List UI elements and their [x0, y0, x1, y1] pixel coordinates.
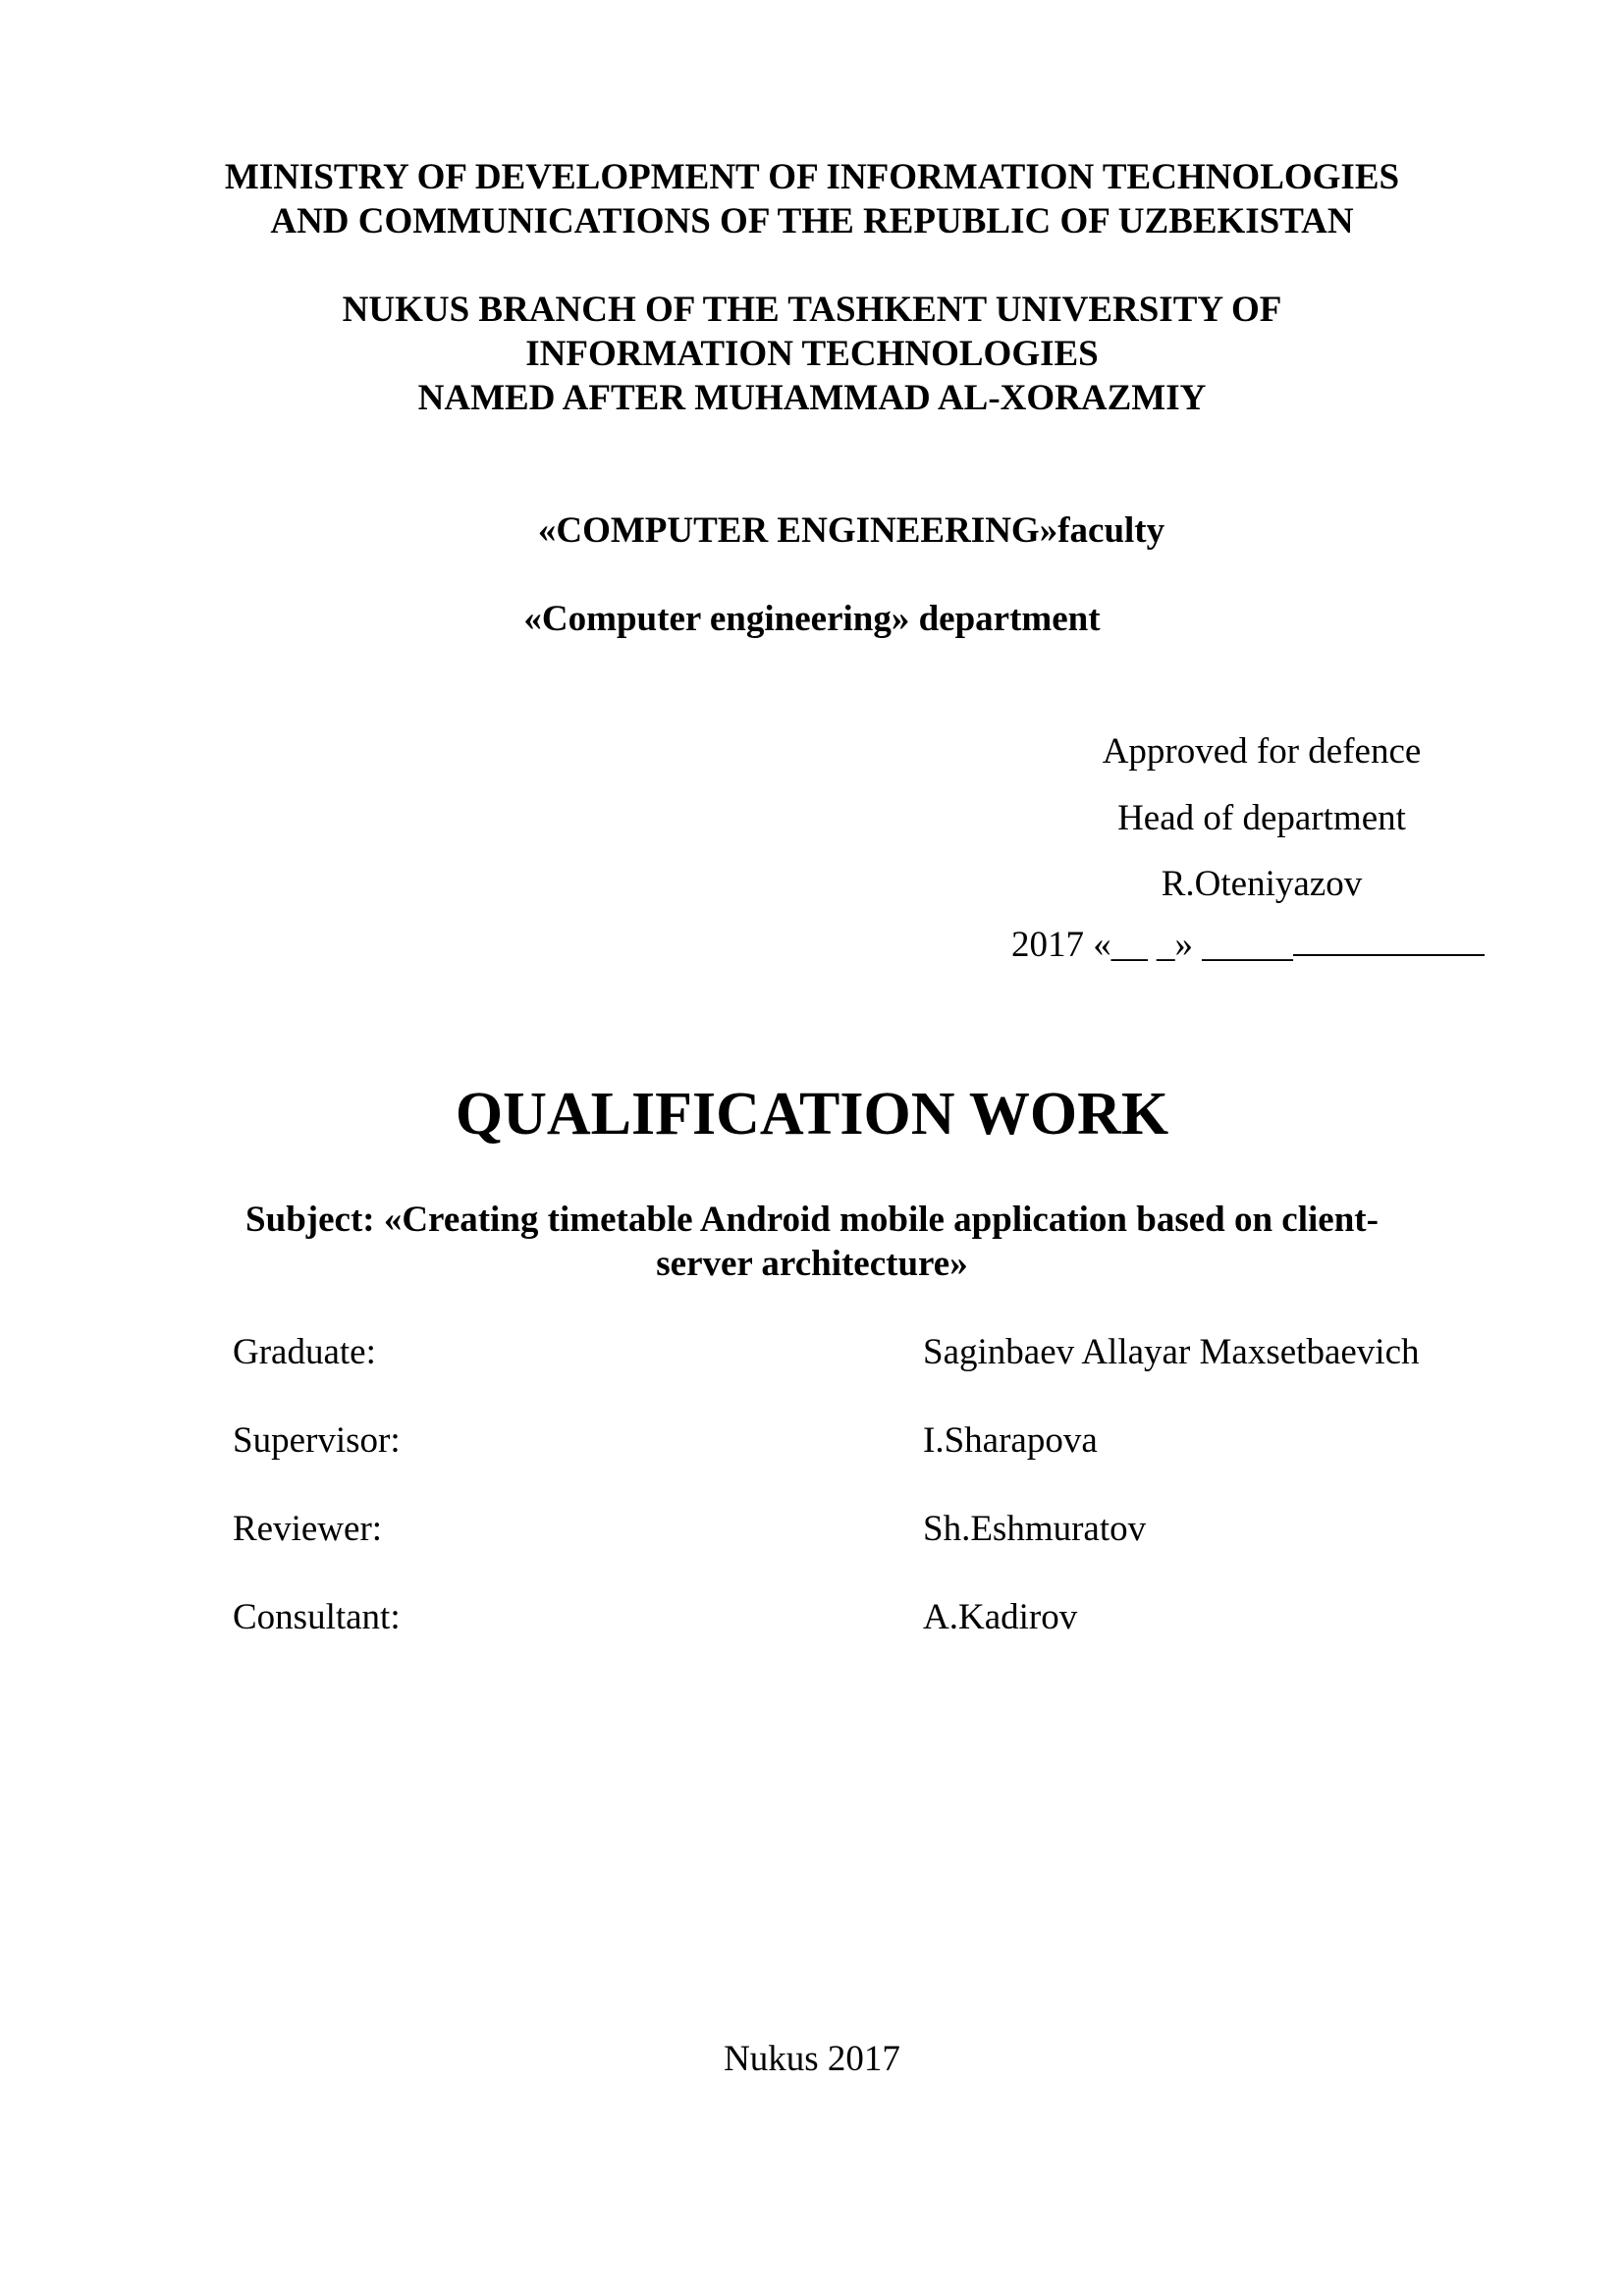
approved-for-defence: Approved for defence: [1102, 731, 1422, 772]
supervisor-name: I.Sharapova: [923, 1420, 1098, 1461]
graduate-name: Saginbaev Allayar Maxsetbaevich: [923, 1332, 1420, 1372]
subject-line-1: Subject: «Creating timetable Android mobile application based on client-: [245, 1200, 1379, 1240]
document-title: QUALIFICATION WORK: [455, 1081, 1169, 1148]
head-name: R.Oteniyazov: [1161, 864, 1363, 904]
approval-date-line: [1011, 923, 1485, 967]
ministry-line-1: MINISTRY OF DEVELOPMENT OF INFORMATION TECHNOLOGIES: [224, 157, 1400, 197]
branch-line-3: NAMED AFTER MUHAMMAD AL-XORAZMIY: [417, 378, 1207, 418]
head-of-department: Head of department: [1117, 798, 1406, 838]
faculty-line: «COMPUTER ENGINEERING»faculty: [537, 510, 1165, 551]
signature-blank-line: [1293, 954, 1485, 956]
branch-line-1: NUKUS BRANCH OF THE TASHKENT UNIVERSITY OF: [342, 290, 1282, 330]
consultant-label: Consultant:: [233, 1597, 401, 1637]
graduate-label: Graduate:: [233, 1332, 376, 1372]
date-open-quote: «: [1093, 925, 1111, 965]
date-close-quote: »: [1174, 925, 1193, 965]
consultant-name: A.Kadirov: [923, 1597, 1078, 1637]
supervisor-label: Supervisor:: [233, 1420, 401, 1461]
day-blank: __ _: [1110, 925, 1175, 965]
subject-line-2: server architecture»: [656, 1244, 968, 1284]
reviewer-name: Sh.Eshmuratov: [923, 1509, 1147, 1549]
footer-place-year: Nukus 2017: [724, 2039, 900, 2079]
approval-year: 2017: [1011, 925, 1084, 965]
month-blank: _____: [1202, 925, 1293, 965]
branch-line-2: INFORMATION TECHNOLOGIES: [525, 334, 1099, 374]
reviewer-label: Reviewer:: [233, 1509, 383, 1549]
ministry-line-2: AND COMMUNICATIONS OF THE REPUBLIC OF UZBEKISTAN: [270, 201, 1354, 241]
department-line: «Computer engineering» department: [523, 599, 1101, 639]
